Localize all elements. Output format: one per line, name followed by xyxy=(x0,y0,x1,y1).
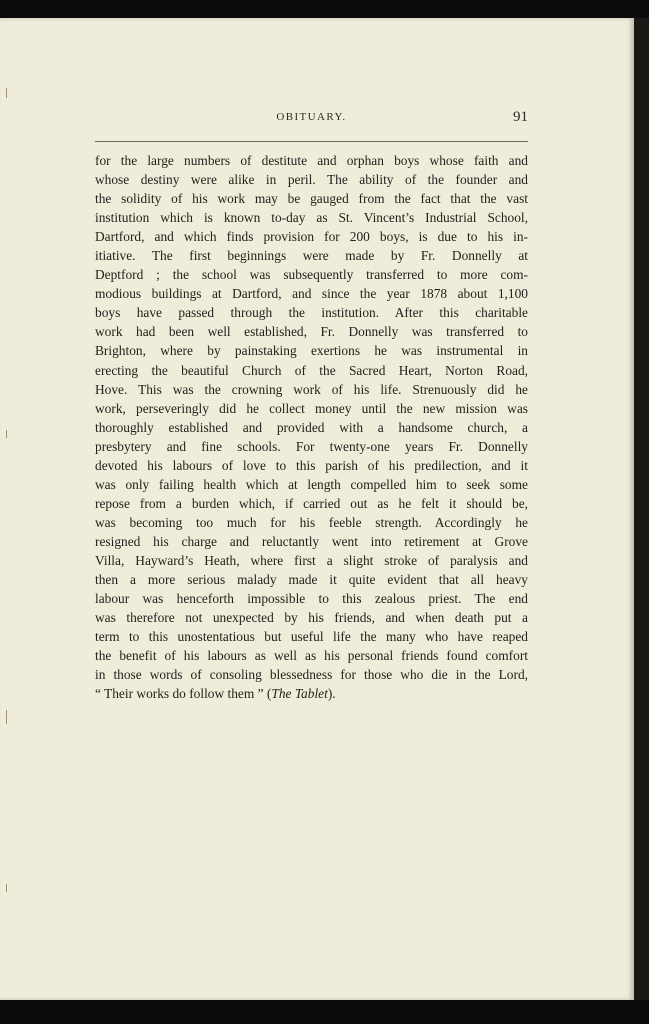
text-line: was becoming too much for his feeble strength. Accordingly he xyxy=(95,514,528,530)
text-line: erecting the beautiful Church of the Sacred Heart, Norton Road, xyxy=(95,362,528,378)
text-line-final xyxy=(95,684,528,703)
gutter-mark xyxy=(6,88,7,98)
text-line: thoroughly established and provided with a handsome church, a xyxy=(95,419,528,435)
text-line: for the large numbers of destitute and orphan boys whose faith and xyxy=(95,153,528,168)
running-head xyxy=(95,109,528,127)
text-line: Villa, Hayward’s Heath, where first a slight stroke of paralysis and xyxy=(95,552,528,568)
text-line: repose from a burden which, if carried out as he felt it should be, xyxy=(95,495,528,511)
text-line: Dartford, and which finds provision for 200 boys, is due to his in- xyxy=(95,229,528,245)
text-line: the solidity of his work may be gauged from the fact that the vast xyxy=(95,191,528,207)
text-line: resigned his charge and reluctantly went into retirement at Grove xyxy=(95,533,528,549)
page-edge-shadow xyxy=(634,18,649,1000)
text-line: Deptford ; the school was subsequently transferred to more com- xyxy=(95,267,528,283)
text-line: the benefit of his labours as well as his personal friends found comfort xyxy=(95,648,528,664)
quote-end: ). xyxy=(327,686,336,702)
text-line: itiative. The first beginnings were made by Fr. Donnelly at xyxy=(95,248,528,264)
gutter-mark xyxy=(6,884,7,892)
text-line: in those words of consoling blessedness for those who die in the Lord, xyxy=(95,667,528,683)
text-line: whose destiny were alike in peril. The ability of the founder and xyxy=(95,172,528,188)
text-line: devoted his labours of love to this parish of his predilection, and it xyxy=(95,457,528,473)
text-line: institution which is known to-day as St. Vincent’s Industrial School, xyxy=(95,210,528,226)
text-line: was only failing health which at length compelled him to seek some xyxy=(95,476,528,492)
text-line: work had been well established, Fr. Donnelly was transferred to xyxy=(95,324,528,340)
gutter-mark xyxy=(6,430,7,438)
scan-border xyxy=(0,1000,649,1024)
gutter-mark xyxy=(6,710,7,724)
text-line: presbytery and fine schools. For twenty-one years Fr. Donnelly xyxy=(95,438,528,454)
text-line: boys have passed through the institution. After this charitable xyxy=(95,305,528,321)
body-paragraph xyxy=(95,151,528,703)
running-title: OBITUARY. xyxy=(276,111,347,123)
page-number: 91 xyxy=(513,109,528,125)
source-title: The Tablet xyxy=(271,686,328,702)
text-line: modious buildings at Dartford, and since the year 1878 about 1,100 xyxy=(95,286,528,302)
text-line: term to this unostentatious but useful life the many who have reaped xyxy=(95,629,528,645)
text-line: work, perseveringly did he collect money until the new mission was xyxy=(95,400,528,416)
quote-text: “ Their works do follow them ” ( xyxy=(95,686,272,702)
text-line: then a more serious malady made it quite evident that all heavy xyxy=(95,572,528,588)
header-rule xyxy=(95,141,528,142)
text-line: was therefore not unexpected by his friends, and when death put a xyxy=(95,610,528,626)
text-line: labour was henceforth impossible to this zealous priest. The end xyxy=(95,591,528,607)
text-line: Hove. This was the crowning work of his life. Strenuously did he xyxy=(95,381,528,397)
text-line: Brighton, where by painstaking exertions he was instrumental in xyxy=(95,343,528,359)
